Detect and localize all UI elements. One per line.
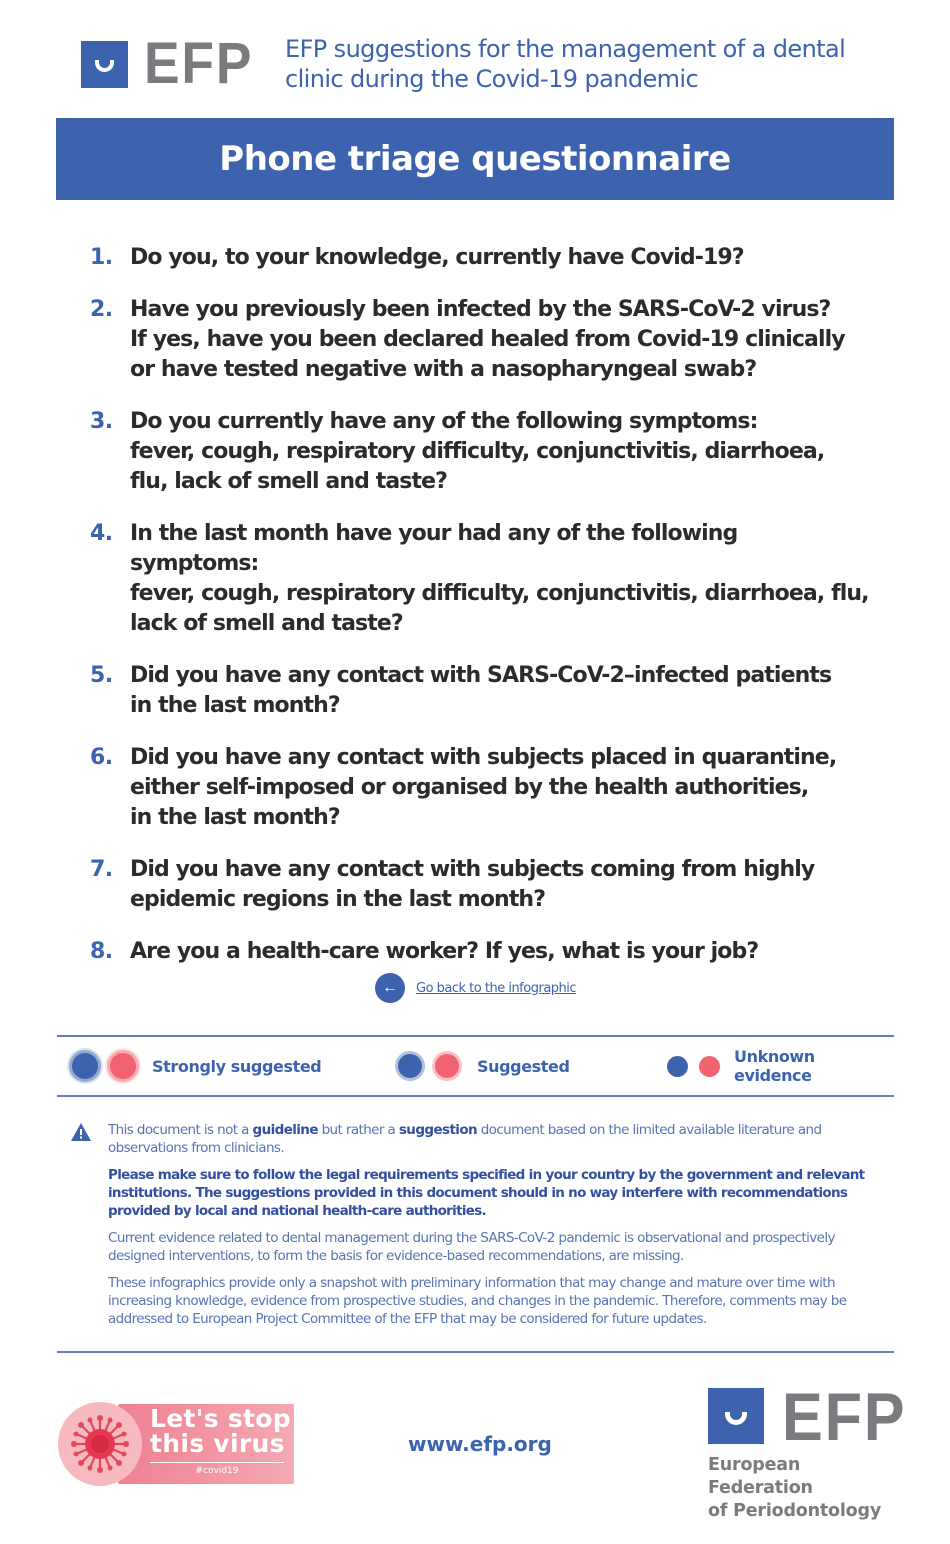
red-mid-dot-icon (435, 1054, 459, 1078)
legend-strongly-suggested (72, 1046, 321, 1086)
arrow-left-icon[interactable]: ← (375, 973, 405, 1003)
legend-bottom-divider (57, 1095, 894, 1097)
blue-mid-dot-icon (398, 1054, 422, 1078)
question-number: 8. (90, 939, 113, 964)
legend-label: Unknown evidence (734, 1047, 815, 1085)
legend-top-divider (57, 1035, 894, 1037)
organization-name: European Federation of Periodontology (708, 1455, 882, 1521)
badge-divider (150, 1462, 284, 1463)
red-strong-dot-icon (110, 1053, 136, 1079)
question-item (90, 661, 870, 721)
legend-unknown-evidence (667, 1046, 886, 1086)
blue-dot-icon (667, 1056, 688, 1077)
suggestion-emphasis: suggestion (398, 1122, 478, 1138)
warning-icon (70, 1122, 92, 1142)
question-text: Are you a health-care worker? If yes, what is your job? (130, 939, 759, 964)
text: This document is not a (108, 1122, 253, 1138)
badge-text (150, 1406, 291, 1456)
badge-line-2: this virus (150, 1429, 285, 1458)
question-text: In the last month have your had any of the following symptoms: fever, cough, respiratory difficulty, conjunctivitis, diarrhoea, flu, lack of smell and taste? (130, 521, 869, 636)
efp-footer-logo (708, 1379, 908, 1523)
question-text: Did you have any contact with subjects coming from highly epidemic regions in the last month? (130, 857, 815, 912)
evidence-legend (66, 1046, 886, 1086)
question-item (90, 295, 870, 385)
question-text: Did you have any contact with SARS-CoV-2–infected patients in the last month? (130, 663, 832, 718)
question-number: 5. (90, 663, 113, 688)
evidence-note: Current evidence related to dental management during the SARS-CoV-2 pandemic is observational and prospectively designed interventions, to form the basis for evidence-based recommendations, are missing. (108, 1230, 835, 1264)
header-title: EFP suggestions for the management of a dental clinic during the Covid-19 pandemic (285, 35, 846, 93)
efp-header-logo (81, 31, 254, 96)
question-text: Do you currently have any of the following symptoms: fever, cough, respiratory difficulty, conjunctivitis, diarrhoea, flu, lack of smell and taste? (130, 409, 825, 494)
back-link-label[interactable]: Go back to the infographic (416, 980, 577, 996)
footer-divider (57, 1351, 894, 1353)
questions-list (90, 243, 870, 989)
update-note: These infographics provide only a snapshot with preliminary information that may change and mature over time with increasing knowledge, evidence from prospective studies, and changes in the pandemic. Therefore, comments may be addressed to European Project Committee of the EFP that may be considered for future updates. (108, 1275, 847, 1327)
website-link[interactable]: www.efp.org (408, 1432, 552, 1456)
question-number: 6. (90, 745, 113, 770)
question-item (90, 407, 870, 497)
question-item (90, 519, 870, 639)
badge-line-1: Let's stop (150, 1404, 291, 1433)
coronavirus-icon (69, 1413, 131, 1475)
question-item (90, 743, 870, 833)
legend-label: Strongly suggested (152, 1056, 322, 1076)
question-item (90, 243, 870, 273)
lets-stop-this-virus-badge (58, 1402, 296, 1486)
legend-suggested (398, 1046, 570, 1086)
question-item (90, 937, 870, 967)
question-text: Do you, to your knowledge, currently have Covid-19? (130, 245, 744, 270)
smile-logo-icon (708, 1388, 764, 1444)
question-number: 7. (90, 857, 113, 882)
question-number: 4. (90, 521, 113, 546)
question-number: 1. (90, 245, 113, 270)
guideline-emphasis: guideline (252, 1122, 318, 1138)
badge-circle (58, 1402, 142, 1486)
blue-strong-dot-icon (72, 1053, 98, 1079)
legal-requirements-note: Please make sure to follow the legal requirements specified in your country by the government and relevant institutions. The suggestions provided in this document should in no way interfere with recommendations provided by local and national health-care authorities. (108, 1167, 865, 1219)
page-title: Phone triage questionnaire (219, 139, 731, 179)
back-to-infographic-link[interactable] (375, 973, 576, 1003)
footer-logo-text: EFP (782, 1379, 907, 1455)
title-banner (56, 118, 894, 200)
red-dot-icon (699, 1056, 720, 1077)
text: document based on the limited available literature and observations from clinicians. (108, 1122, 822, 1156)
covid19-hashtag: #covid19 (195, 1466, 239, 1476)
question-text: Have you previously been infected by the SARS-CoV-2 virus? If yes, have you been declared healed from Covid-19 clinically or have tested negative with a nasopharyngeal swab? (130, 297, 845, 382)
logo-text: EFP (144, 31, 254, 96)
disclaimer-intro (108, 1121, 888, 1157)
question-number: 2. (90, 297, 113, 322)
question-text: Did you have any contact with subjects placed in quarantine, either self-imposed or organised by the health authorities, in the last month? (130, 745, 837, 830)
legend-label: Suggested (477, 1056, 570, 1076)
disclaimer (108, 1121, 888, 1337)
question-number: 3. (90, 409, 113, 434)
smile-logo-icon (81, 41, 128, 88)
text: but rather a (317, 1122, 399, 1138)
question-item (90, 855, 870, 915)
